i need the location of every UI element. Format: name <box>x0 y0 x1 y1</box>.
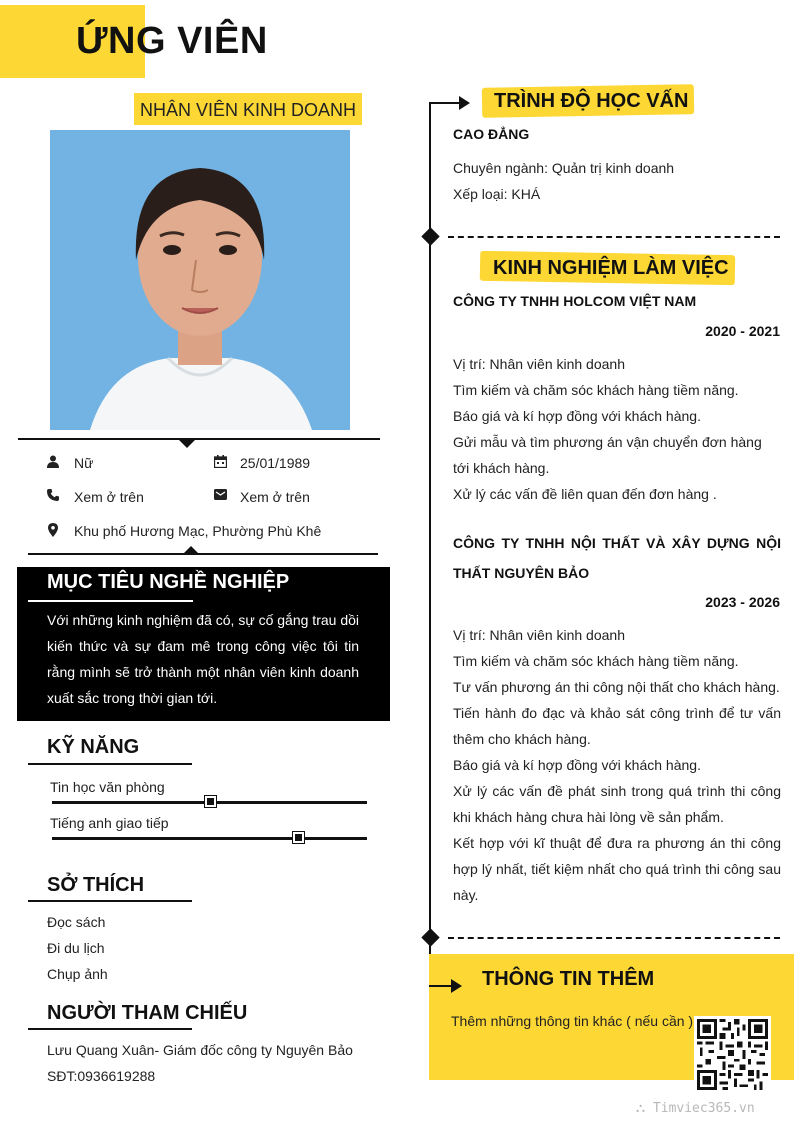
job-duty: Vị trí: Nhân viên kinh doanh <box>453 627 625 643</box>
extra-info-title: THÔNG TIN THÊM <box>482 968 655 990</box>
info-bottom-rule <box>28 553 378 555</box>
phone-value: Xem ở trên <box>74 489 144 505</box>
references-title: NGƯỜI THAM CHIẾU <box>47 1002 248 1024</box>
job-duty: Kết hợp với kĩ thuật để đưa ra phương án thi công hợp lý nhất, tiết kiệm nhất cho quá trình thi công sau này. <box>453 835 781 903</box>
objective-underline <box>28 600 193 602</box>
timeline-node <box>421 227 439 245</box>
info-top-rule <box>18 438 380 440</box>
envelope-icon <box>213 489 227 503</box>
reference-line: SĐT:0936619288 <box>47 1068 156 1084</box>
extra-arrow-head <box>451 979 462 993</box>
position-badge: NHÂN VIÊN KINH DOANH <box>134 93 362 125</box>
qr-code-icon <box>697 1019 768 1090</box>
info-top-marker <box>179 440 195 448</box>
job-period: 2020 - 2021 <box>705 323 780 339</box>
skill-level-marker <box>293 832 304 843</box>
education-title: TRÌNH ĐỘ HỌC VẤN <box>494 90 689 112</box>
job-duty: Tìm kiếm và chăm sóc khách hàng tiềm năng. <box>453 382 739 398</box>
watermark: ⛬ Timviec365.vn <box>636 1101 755 1116</box>
skills-underline <box>28 763 192 765</box>
job-duty: Báo giá và kí hợp đồng với khách hàng. <box>453 408 701 424</box>
job-duty: Báo giá và kí hợp đồng với khách hàng. <box>453 757 701 773</box>
job-duties <box>453 622 781 908</box>
skills-title: KỸ NĂNG <box>47 736 140 758</box>
skill-level-bar <box>52 837 367 840</box>
references-underline <box>28 1028 192 1030</box>
page-title: ỨNG VIÊN <box>76 20 268 62</box>
gender-value: Nữ <box>74 455 94 471</box>
phone-icon <box>46 489 60 503</box>
user-icon <box>46 455 60 469</box>
section-divider <box>448 236 780 238</box>
job-company: CÔNG TY TNHH NỘI THẤT VÀ XÂY DỰNG NỘI THẤT NGUYÊN BẢO <box>453 535 781 581</box>
job-period: 2023 - 2026 <box>705 594 780 610</box>
skill-level-marker <box>205 796 216 807</box>
birthdate-value: 25/01/1989 <box>240 455 311 471</box>
map-pin-icon <box>46 523 60 537</box>
job-duty: Xử lý các vấn đề liên quan đến đơn hàng . <box>453 486 717 502</box>
hobbies-title: SỞ THÍCH <box>47 874 145 896</box>
education-arrow-stem <box>429 102 459 104</box>
reference-line: Lưu Quang Xuân- Giám đốc công ty Nguyên Bảo <box>47 1042 353 1058</box>
job-duty: Vị trí: Nhân viên kinh doanh <box>453 356 625 372</box>
skill-label: Tin học văn phòng <box>50 779 165 795</box>
job-duty: Xử lý các vấn đề phát sinh trong quá trình thi công khi khách hàng chưa hài lòng về sản phẩm. <box>453 783 781 825</box>
job-duty: Tư vấn phương án thi công nội thất cho khách hàng. <box>453 679 780 695</box>
extra-info-text: Thêm những thông tin khác ( nếu cần ) <box>451 1013 694 1029</box>
skill-label: Tiếng anh giao tiếp <box>50 815 169 831</box>
education-degree: CAO ĐẲNG <box>453 126 530 142</box>
objective-title: MỤC TIÊU NGHỀ NGHIỆP <box>47 571 290 593</box>
job-duties <box>453 351 781 507</box>
education-major: Chuyên ngành: Quản trị kinh doanh <box>453 160 675 176</box>
section-divider <box>448 937 780 939</box>
calendar-icon <box>213 455 227 469</box>
email-value: Xem ở trên <box>240 489 310 505</box>
experience-title: KINH NGHIỆM LÀM VIỆC <box>493 257 729 279</box>
hobbies-underline <box>28 900 192 902</box>
qr-code <box>694 1016 771 1093</box>
timeline-node <box>421 928 439 946</box>
candidate-photo <box>50 130 350 430</box>
objective-text: Với những kinh nghiệm đã có, sự cố gắng trau dồi kiến thức và sự đam mê trong công việc tôi tin rằng mình sẽ trở thành một nhân viên kinh doanh xuất sắc trong thời gian tới. <box>47 612 359 706</box>
skill-level-bar <box>52 801 367 804</box>
hobby-item: Chụp ảnh <box>47 966 108 982</box>
job-duty: Gửi mẫu và tìm phương án vận chuyển đơn hàng tới khách hàng. <box>453 434 762 476</box>
portrait-illustration <box>50 130 350 430</box>
education-rank: Xếp loại: KHÁ <box>453 186 541 202</box>
job-company: CÔNG TY TNHH HOLCOM VIỆT NAM <box>453 293 697 309</box>
job-duty: Tiến hành đo đạc và khảo sát công trình để tư vấn thêm cho khách hàng. <box>453 705 781 747</box>
education-arrow-head <box>459 96 470 110</box>
job-duty: Tìm kiếm và chăm sóc khách hàng tiềm năng. <box>453 653 739 669</box>
extra-arrow-stem <box>429 985 451 987</box>
hobby-item: Đi du lịch <box>47 940 105 956</box>
address-value: Khu phố Hương Mạc, Phường Phù Khê <box>74 523 322 539</box>
hobby-item: Đọc sách <box>47 914 106 930</box>
